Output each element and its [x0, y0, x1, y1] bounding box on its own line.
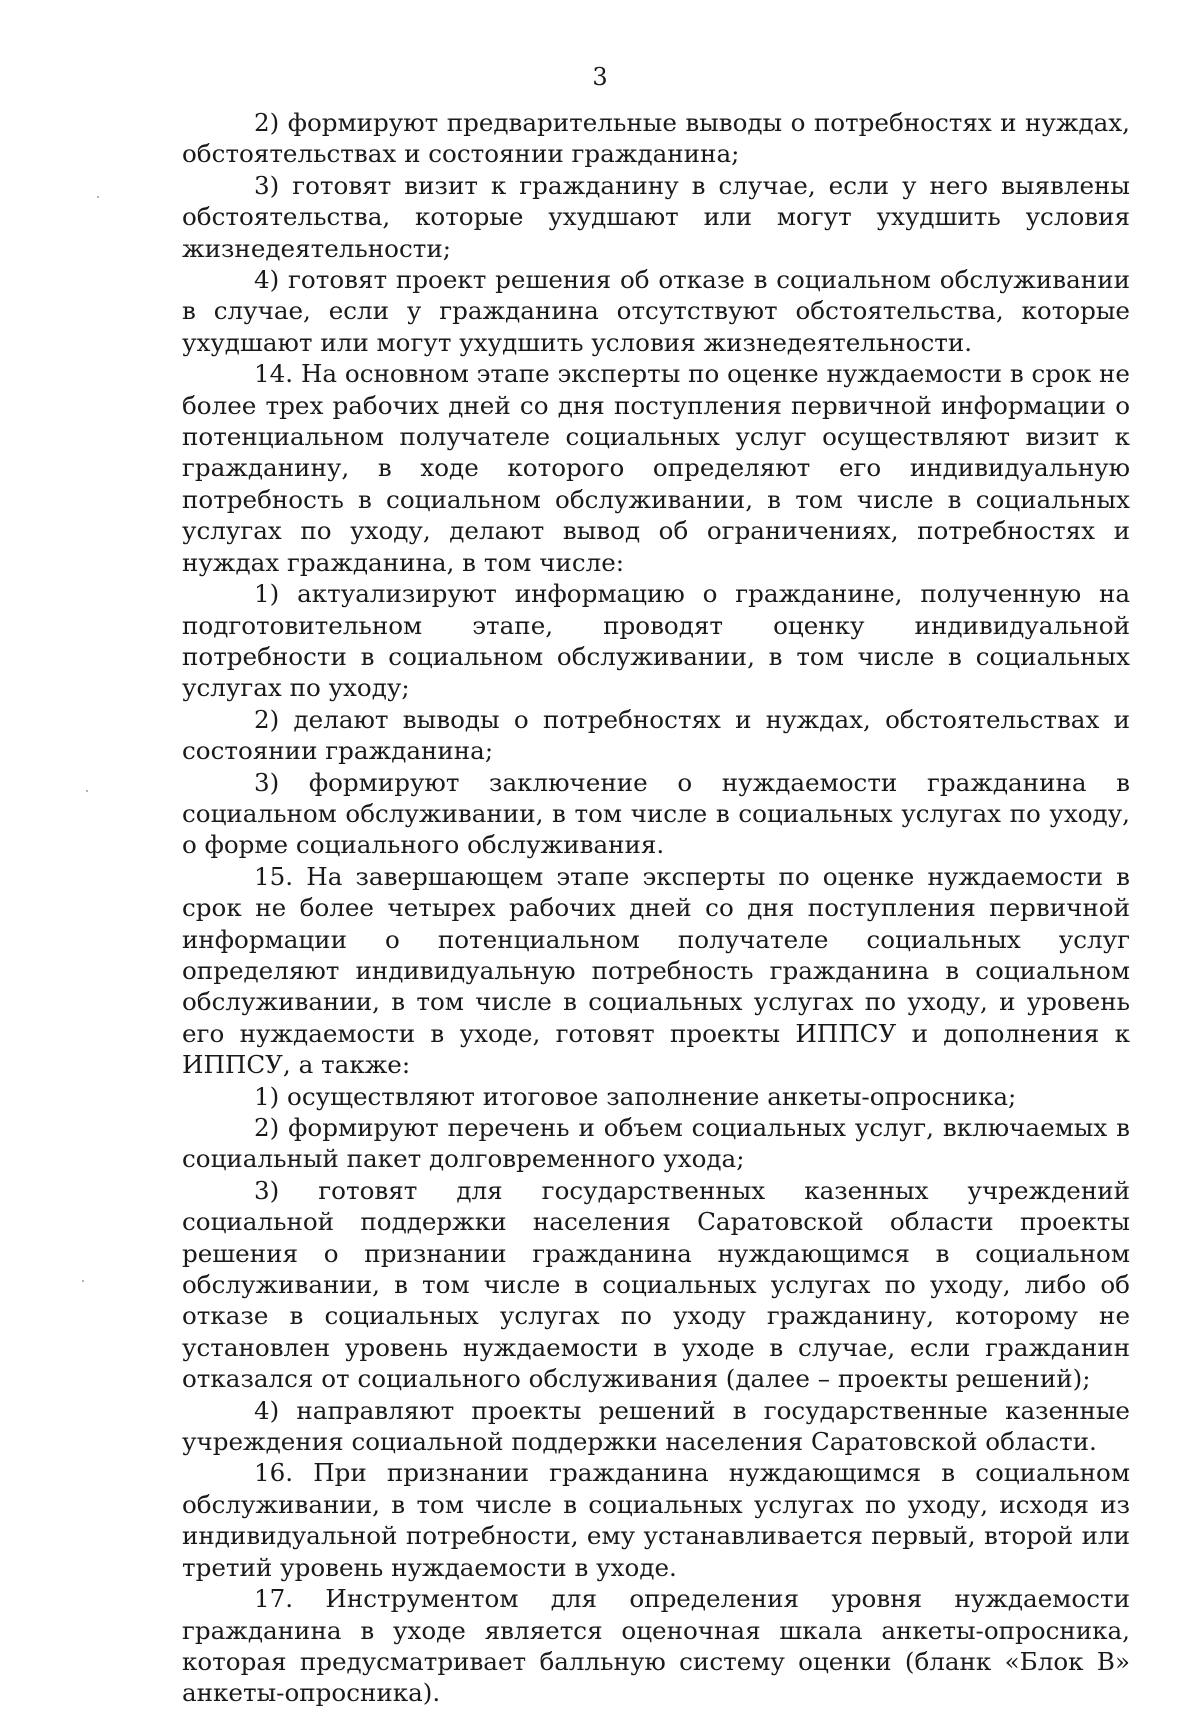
paragraph: 3) формируют заключение о нуждаемости гражданина в социальном обслуживании, в том числе в социальных услугах по уходу, о форме социального обслуживания. — [182, 767, 1130, 860]
scan-speck — [82, 1280, 84, 1282]
paragraph: 2) делают выводы о потребностях и нуждах, обстоятельствах и состоянии гражданина; — [182, 704, 1130, 766]
paragraph: 15. На завершающем этапе эксперты по оценке нуждаемости в срок не более четырех рабочих дней со дня поступления первичной информации о потенциальном получателе социальных услуг определяют индивидуальную потребность гражданина в социальном обслуживании, в том числе в социальных услугах по уходу, и уровень его нуждаемости в уходе, готовят проекты ИППСУ и дополнения к ИППСУ, а также: — [182, 861, 1130, 1080]
scan-speck — [97, 196, 99, 198]
paragraph: 1) актуализируют информацию о гражданине, полученную на подготовительном этапе, проводят оценку индивидуальной потребности в социальном обслуживании, в том числе в социальных услугах по уходу; — [182, 579, 1130, 703]
paragraph: 4) направляют проекты решений в государственные казенные учреждения социальной поддержки населения Саратовской области. — [182, 1395, 1130, 1457]
page-number: 3 — [592, 63, 608, 91]
document-body — [182, 107, 1130, 1709]
paragraph: 4) готовят проект решения об отказе в социальном обслуживании в случае, если у гражданина отсутствуют обстоятельства, которые ухудшают или могут ухудшить условия жизнедеятельности. — [182, 265, 1130, 357]
paragraph: 1) осуществляют итоговое заполнение анкеты-опросника; — [254, 1081, 1017, 1111]
scan-speck — [86, 790, 88, 792]
paragraph: 14. На основном этапе эксперты по оценке нуждаемости в срок не более трех рабочих дней со дня поступления первичной информации о потенциальном получателе социальных услуг осуществляют визит к гражданину, в ходе которого определяют его индивидуальную потребность в социальном обслуживании, в том числе в социальных услугах по уходу, делают вывод об ограничениях, потребностях и нуждах гражданина, в том числе: — [182, 359, 1130, 577]
paragraph: 3) готовят для государственных казенных учреждений социальной поддержки населения Саратовской области проекты решения о признании гражданина нуждающимся в социальном обслуживании, в том числе в социальных услугах по уходу, либо об отказе в социальных услугах по уходу гражданину, которому не установлен уровень нуждаемости в уходе в случае, если гражданин отказался от социального обслуживания (далее – проекты решений); — [182, 1175, 1130, 1394]
paragraph: 2) формируют предварительные выводы о потребностях и нуждах, обстоятельствах и состоянии гражданина; — [182, 108, 1130, 169]
paragraph: 17. Инструментом для определения уровня нуждаемости гражданина в уходе является оценочная шкала анкеты-опросника, которая предусматривает балльную систему оценки (бланк «Блок В» анкеты-опросника). — [182, 1584, 1130, 1708]
paragraph: 3) готовят визит к гражданину в случае, если у него выявлены обстоятельства, которые ухудшают или могут ухудшить условия жизнедеятельности; — [182, 170, 1130, 263]
paragraph: 16. При признании гражданина нуждающимся в социальном обслуживании, в том числе в социальных услугах по уходу, исходя из индивидуальной потребности, ему устанавливается первый, второй или третий уровень нуждаемости в уходе. — [182, 1458, 1130, 1582]
paragraph: 2) формируют перечень и объем социальных услуг, включаемых в социальный пакет долговременного ухода; — [182, 1113, 1130, 1174]
